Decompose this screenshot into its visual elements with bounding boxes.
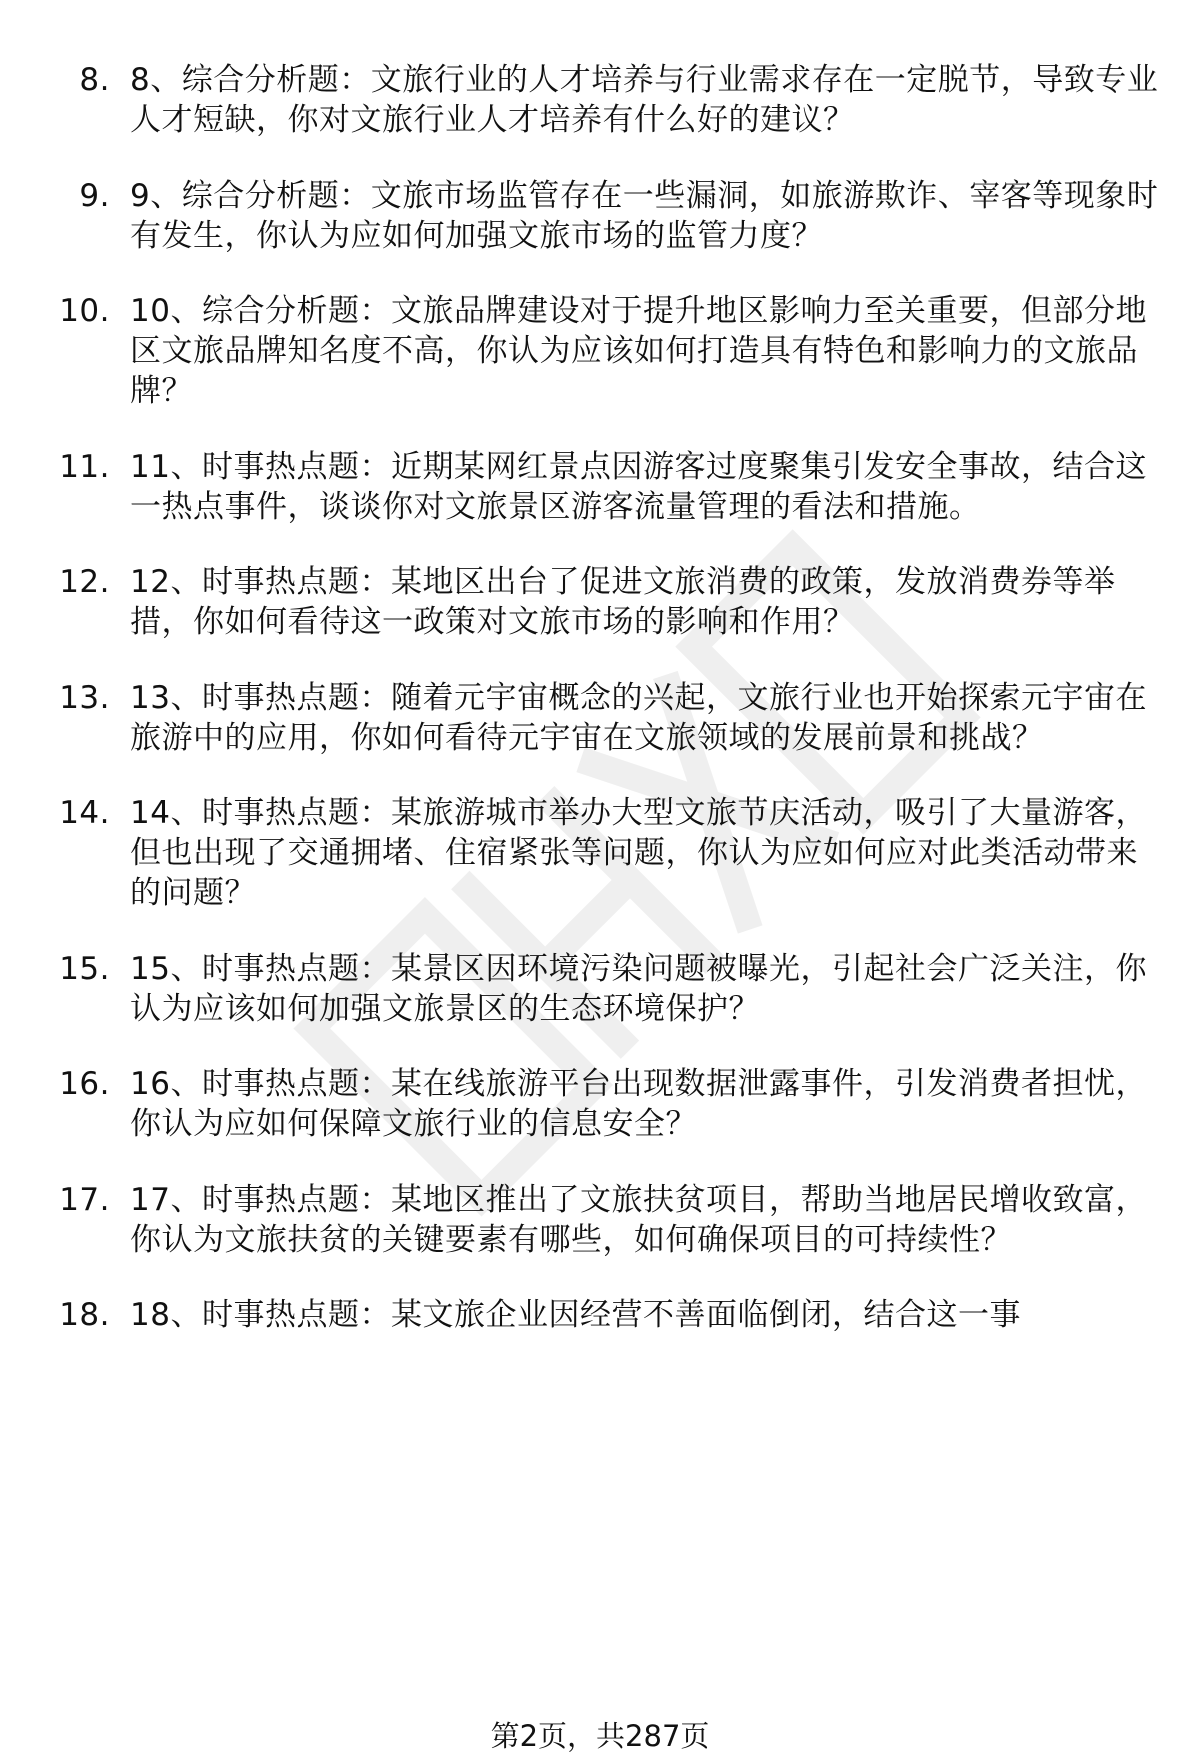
question-text: 8、综合分析题：文旅行业的人才培养与行业需求存在一定脱节，导致专业人才短缺，你对文旅行业人才培养有什么好的建议？ <box>130 62 1159 138</box>
question-text: 17、时事热点题：某地区推出了文旅扶贫项目，帮助当地居民增收致富，你认为文旅扶贫的关键要素有哪些，如何确保项目的可持续性？ <box>130 1181 1147 1258</box>
question-number: 15. <box>59 950 110 987</box>
question-number: 8. <box>79 62 110 98</box>
list-item <box>0 793 1200 913</box>
question-number: 18. <box>59 1297 110 1333</box>
list-item <box>0 60 1200 140</box>
list-item <box>0 949 1200 1029</box>
page-footer: 第2页，共287页 <box>490 1719 710 1753</box>
question-number: 10. <box>59 293 110 329</box>
question-number: 12. <box>59 564 110 600</box>
question-text: 12、时事热点题：某地区出台了促进文旅消费的政策，发放消费券等举措，你如何看待这一政策对文旅市场的影响和作用？ <box>130 564 1116 640</box>
list-item <box>0 1180 1200 1260</box>
question-text: 15、时事热点题：某景区因环境污染问题被曝光，引起社会广泛关注，你认为应该如何加强文旅景区的生态环境保护？ <box>130 950 1147 1027</box>
question-text: 10、综合分析题：文旅品牌建设对于提升地区影响力至关重要，但部分地区文旅品牌知名度不高，你认为应该如何打造具有特色和影响力的文旅品牌？ <box>130 293 1147 409</box>
question-number: 14. <box>59 795 110 831</box>
list-item <box>0 447 1200 527</box>
list-item <box>0 176 1200 256</box>
question-text: 11、时事热点题：近期某网红景点因游客过度聚集引发安全事故，结合这一热点事件，谈谈你对文旅景区游客流量管理的看法和措施。 <box>130 448 1147 525</box>
list-item <box>0 291 1200 411</box>
question-list <box>0 60 1200 1371</box>
question-text: 13、时事热点题：随着元宇宙概念的兴起，文旅行业也开始探索元宇宙在旅游中的应用，你如何看待元宇宙在文旅领域的发展前景和挑战？ <box>130 679 1147 756</box>
question-number: 16. <box>59 1066 110 1102</box>
question-text: 16、时事热点题：某在线旅游平台出现数据泄露事件，引发消费者担忧，你认为应如何保障文旅行业的信息安全？ <box>130 1066 1147 1142</box>
question-text: 14、时事热点题：某旅游城市举办大型文旅节庆活动，吸引了大量游客，但也出现了交通拥堵、住宿紧张等问题，你认为应如何应对此类活动带来的问题？ <box>130 795 1147 911</box>
question-text: 18、时事热点题：某文旅企业因经营不善面临倒闭，结合这一事 <box>130 1297 1021 1333</box>
list-item <box>0 1295 1200 1335</box>
question-number: 13. <box>59 679 110 716</box>
question-number: 17. <box>59 1181 110 1218</box>
list-item <box>0 562 1200 642</box>
list-item <box>0 1064 1200 1144</box>
question-number: 11. <box>59 448 110 485</box>
question-text: 9、综合分析题：文旅市场监管存在一些漏洞，如旅游欺诈、宰客等现象时有发生，你认为应如何加强文旅市场的监管力度？ <box>130 177 1159 254</box>
list-item <box>0 678 1200 758</box>
question-number: 9. <box>79 177 110 214</box>
